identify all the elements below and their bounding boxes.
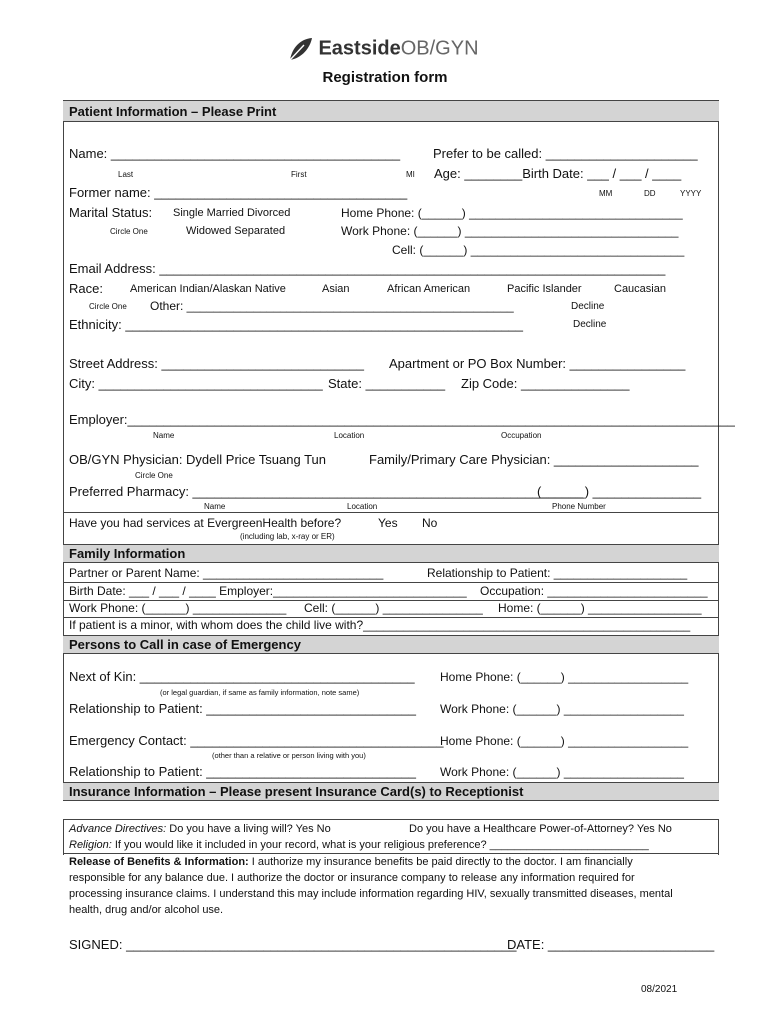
advance-directives-row	[69, 823, 331, 835]
services-yes[interactable]: Yes	[378, 516, 398, 530]
religion-label: Religion:	[69, 839, 112, 851]
ethnicity-field[interactable]: Ethnicity: _______________________________________________________	[69, 317, 524, 332]
partner-occupation-field[interactable]: Occupation: ________________________	[480, 584, 708, 598]
kin-work-phone-field[interactable]: Work Phone: (______) __________________	[440, 702, 684, 716]
pharmacy-name-label: Name	[204, 502, 226, 511]
poa-question[interactable]: Do you have a Healthcare Power-of-Attorney? Yes No	[409, 823, 672, 835]
dob-mm-label: MM	[599, 189, 613, 198]
partner-work-phone-field[interactable]: Work Phone: (______) ______________	[69, 601, 287, 615]
race-option-caucasian[interactable]: Caucasian	[614, 283, 666, 295]
services-no[interactable]: No	[422, 516, 438, 530]
race-option-african-american[interactable]: African American	[387, 283, 471, 295]
name-first-label: First	[291, 170, 307, 179]
pharmacy-field[interactable]: Preferred Pharmacy: ______________________________________________________	[69, 484, 583, 499]
partner-cell-field[interactable]: Cell: (______) _______________	[304, 601, 483, 615]
work-phone-field[interactable]: Work Phone: (______) ________________________________	[341, 224, 679, 238]
pharmacy-phone-label: Phone Number	[552, 502, 606, 511]
race-option-native[interactable]: American Indian/Alaskan Native	[130, 283, 286, 295]
religion-row	[69, 839, 649, 851]
partner-birth-employer-field[interactable]: Birth Date: ___ / ___ / ____ Employer:_____________________________	[69, 584, 467, 598]
insurance-section-header	[63, 782, 719, 801]
marital-status-label: Marital Status:	[69, 205, 153, 220]
state-field[interactable]: State: ___________	[328, 376, 446, 391]
cell-phone-field[interactable]: Cell: (______) ________________________________	[392, 243, 685, 257]
date-field[interactable]: DATE: _______________________	[507, 937, 715, 952]
race-option-pacific-islander[interactable]: Pacific Islander	[507, 283, 582, 295]
form-version: 08/2021	[641, 984, 678, 995]
home-phone-field[interactable]: Home Phone: (______) ________________________________	[341, 206, 683, 220]
divider	[63, 512, 718, 513]
kin-relationship-field[interactable]: Relationship to Patient: _____________________________	[69, 701, 416, 716]
name-field[interactable]: Name: ________________________________________	[69, 146, 401, 161]
religion-field[interactable]: If you would like it included in your record, what is your religious preference? __________________________	[114, 839, 649, 851]
marital-circle-one: Circle One	[110, 227, 148, 236]
advance-directives-label: Advance Directives:	[69, 823, 167, 835]
living-will-question[interactable]: Do you have a living will? Yes No	[169, 823, 331, 835]
release-line-4: health, drug and/or alcohol use.	[69, 904, 224, 916]
logo	[286, 36, 479, 62]
race-circle-one: Circle One	[89, 302, 127, 311]
divider	[63, 853, 718, 854]
contact-note: (other than a relative or person living with you)	[212, 751, 366, 760]
race-other-field[interactable]: Other: _________________________________________________	[150, 299, 514, 313]
signature-field[interactable]: SIGNED: ______________________________________________________	[69, 937, 517, 952]
page-title: Registration form	[322, 69, 448, 86]
employer-occupation-label: Occupation	[501, 431, 542, 440]
apartment-field[interactable]: Apartment or PO Box Number: ________________	[389, 356, 686, 371]
name-mi-label: MI	[406, 170, 415, 179]
age-birthdate-field[interactable]: Age: ________Birth Date: ___ / ___ / ____	[434, 166, 682, 181]
logo-suffix: OB/GYN	[400, 37, 479, 60]
ethnicity-decline[interactable]: Decline	[573, 319, 607, 330]
contact-relationship-field[interactable]: Relationship to Patient: _____________________________	[69, 764, 416, 779]
family-section-header	[63, 544, 719, 563]
contact-home-phone-field[interactable]: Home Phone: (______) __________________	[440, 734, 689, 748]
emergency-section-header	[63, 635, 719, 654]
release-text-1: I authorize my insurance benefits be paid directly to the doctor. I am financially	[251, 856, 633, 868]
race-label: Race:	[69, 281, 103, 296]
family-physician-field[interactable]: Family/Primary Care Physician: ____________________	[369, 452, 699, 467]
obgyn-physician-field[interactable]: OB/GYN Physician: Dydell Price Tsuang Tun	[69, 452, 326, 467]
leaf-icon	[286, 36, 314, 62]
insurance-section-title: Insurance Information – Please present Insurance Card(s) to Receptionist	[69, 784, 524, 799]
kin-note: (or legal guardian, if same as family information, note same)	[160, 688, 360, 697]
patient-section-title: Patient Information – Please Print	[69, 104, 277, 119]
street-address-field[interactable]: Street Address: ____________________________	[69, 356, 364, 371]
employer-location-label: Location	[334, 431, 365, 440]
contact-work-phone-field[interactable]: Work Phone: (______) __________________	[440, 765, 684, 779]
logo-name: Eastside	[318, 37, 401, 60]
partner-relationship-field[interactable]: Relationship to Patient: ____________________	[427, 566, 688, 580]
dob-dd-label: DD	[644, 189, 656, 198]
next-of-kin-field[interactable]: Next of Kin: ______________________________________	[69, 669, 415, 684]
frame-right	[718, 100, 719, 801]
race-decline[interactable]: Decline	[571, 301, 605, 312]
name-last-label: Last	[118, 170, 134, 179]
email-field[interactable]: Email Address: ______________________________________________________________________	[69, 261, 666, 276]
services-question: Have you had services at EvergreenHealth before?	[69, 516, 342, 530]
city-field[interactable]: City: _______________________________	[69, 376, 323, 391]
race-option-asian[interactable]: Asian	[322, 283, 350, 295]
marital-options-row1[interactable]: Single Married Divorced	[173, 207, 291, 219]
employer-field[interactable]: Employer:____________________________________________________________________________________	[69, 412, 735, 427]
emergency-section-title: Persons to Call in case of Emergency	[69, 637, 301, 652]
physician-circle-one: Circle One	[135, 471, 173, 480]
prefer-called-field[interactable]: Prefer to be called: _____________________	[433, 146, 698, 161]
minor-lives-with-field[interactable]: If patient is a minor, with whom does the child live with?_________________________________________________	[69, 618, 691, 632]
partner-name-field[interactable]: Partner or Parent Name: ___________________________	[69, 566, 384, 580]
partner-home-field[interactable]: Home: (______) _________________	[498, 601, 702, 615]
release-line-1	[69, 856, 633, 868]
family-section-title: Family Information	[69, 546, 186, 561]
patient-section-header	[63, 100, 719, 122]
pharmacy-location-label: Location	[347, 502, 378, 511]
release-line-2: responsible for any balance due. I authorize the doctor or insurance company to release any information required for	[69, 872, 635, 884]
services-note: (including lab, x-ray or ER)	[240, 532, 335, 541]
dob-yyyy-label: YYYY	[680, 189, 702, 198]
former-name-field[interactable]: Former name: ___________________________________	[69, 185, 408, 200]
kin-home-phone-field[interactable]: Home Phone: (______) __________________	[440, 670, 689, 684]
zip-field[interactable]: Zip Code: _______________	[461, 376, 630, 391]
frame-left	[63, 100, 64, 801]
release-line-3: processing insurance claims. I understand this may include information regarding HIV, sexually transmitted diseases, mental	[69, 888, 673, 900]
marital-options-row2[interactable]: Widowed Separated	[186, 225, 286, 237]
emergency-contact-field[interactable]: Emergency Contact: ___________________________________	[69, 733, 444, 748]
divider	[63, 582, 718, 583]
pharmacy-phone-field[interactable]: (______) _______________	[537, 484, 702, 499]
release-label: Release of Benefits & Information:	[69, 856, 249, 868]
employer-name-label: Name	[153, 431, 175, 440]
